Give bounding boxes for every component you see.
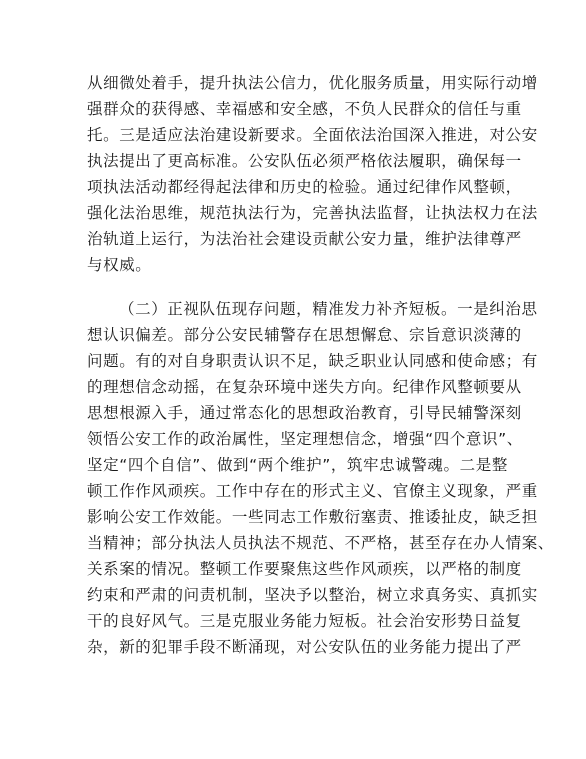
paragraph-1 <box>87 70 538 278</box>
text-line: 影响公安工作效能。一些同志工作敷衍塞责、推诿扯皮，缺乏担 <box>87 508 538 526</box>
text-line: 项执法活动都经得起法律和历史的检验。通过纪律作风整顿， <box>87 178 522 196</box>
text-line: 托。三是适应法治建设新要求。全面依法治国深入推进，对公安 <box>87 126 538 144</box>
text-line: 顿工作作风顽疾。工作中存在的形式主义、官僚主义现象，严重 <box>87 482 538 500</box>
text-line: 想认识偏差。部分公安民辅警存在思想懈怠、宗旨意识淡薄的 <box>87 326 522 344</box>
text-line: 当精神；部分执法人员执法不规范、不严格，甚至存在办人情案、 <box>87 534 554 552</box>
text-line: 杂，新的犯罪手段不断涌现，对公安队伍的业务能力提出了严 <box>87 638 522 656</box>
text-line: 干的良好风气。三是克服业务能力短板。社会治安形势日益复 <box>87 612 522 630</box>
text-line: 的理想信念动摇，在复杂环境中迷失方向。纪律作风整顿要从 <box>87 378 522 396</box>
text-line: 关系案的情况。整顿工作要聚焦这些作风顽疾，以严格的制度 <box>87 560 522 578</box>
text-line: 问题。有的对自身职责认识不足，缺乏职业认同感和使命感；有 <box>87 352 538 370</box>
paragraph-2 <box>87 296 554 660</box>
text-line: 从细微处着手，提升执法公信力，优化服务质量，用实际行动增 <box>87 74 538 92</box>
text-line: 领悟公安工作的政治属性，坚定理想信念，增强“四个意识”、 <box>87 430 523 448</box>
text-line: （二）正视队伍现存问题，精准发力补齐短板。一是纠治思 <box>119 300 538 318</box>
text-line: 与权威。 <box>87 256 152 274</box>
text-line: 执法提出了更高标准。公安队伍必须严格依法履职，确保每一 <box>87 152 522 170</box>
text-line: 强化法治思维，规范执法行为，完善执法监督，让执法权力在法 <box>87 204 538 222</box>
text-line: 治轨道上运行，为法治社会建设贡献公安力量，维护法律尊严 <box>87 230 522 248</box>
text-line: 坚定“四个自信”、做到“两个维护”，筑牢忠诚警魂。二是整 <box>87 456 508 474</box>
text-line: 思想根源入手，通过常态化的思想政治教育，引导民辅警深刻 <box>87 404 522 422</box>
text-line: 强群众的获得感、幸福感和安全感，不负人民群众的信任与重 <box>87 100 522 118</box>
text-line: 约束和严肃的问责机制，坚决予以整治，树立求真务实、真抓实 <box>87 586 538 604</box>
